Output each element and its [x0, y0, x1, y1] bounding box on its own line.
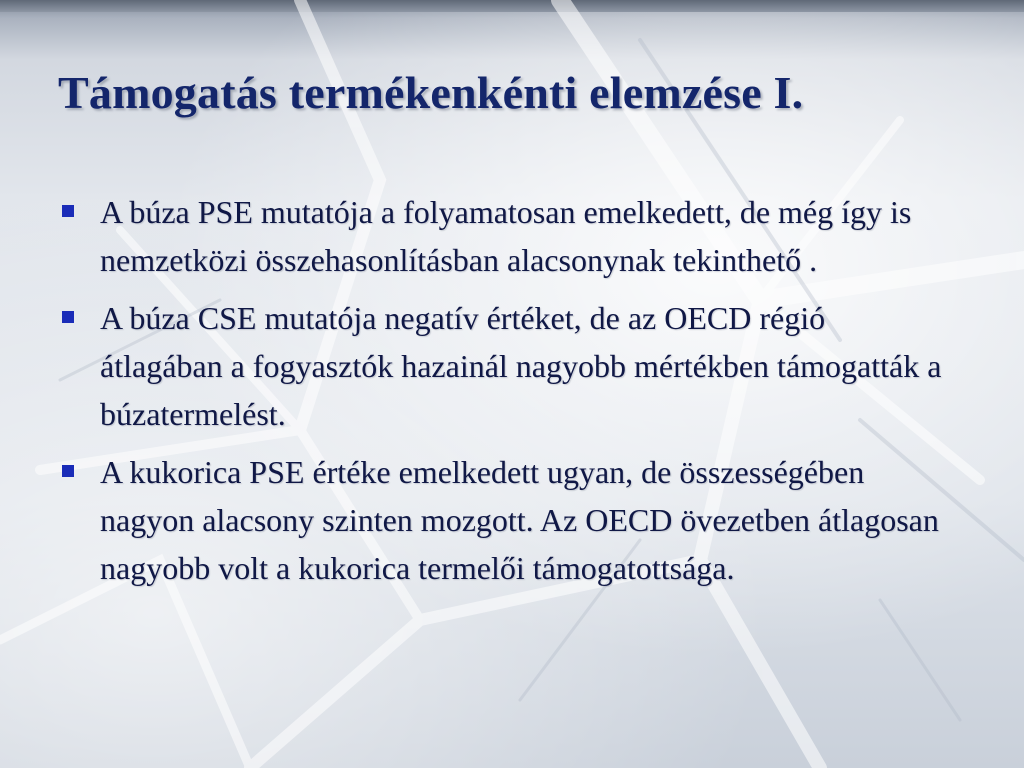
bullet-text: A kukorica PSE értéke emelkedett ugyan, de összességében nagyon alacsony szinten mozgott. Az OECD övezetben átlagosan nagyobb volt a kukorica termelői támogatottsága.: [100, 454, 939, 586]
square-bullet-icon: [62, 205, 74, 217]
square-bullet-icon: [62, 465, 74, 477]
bullet-list: [58, 188, 948, 602]
square-bullet-icon: [62, 311, 74, 323]
bullet-item: [58, 294, 948, 438]
bullet-item: [58, 188, 948, 284]
bullet-text: A búza PSE mutatója a folyamatosan emelkedett, de még így is nemzetközi összehasonlításban alacsonynak tekinthető .: [100, 194, 912, 278]
slide-title: Támogatás termékenkénti elemzése I.: [58, 67, 804, 118]
bullet-text: A búza CSE mutatója negatív értéket, de az OECD régió átlagában a fogyasztók hazainál nagyobb mértékben támogatták a búzatermelést.: [100, 300, 942, 432]
bullet-item: [58, 448, 948, 592]
